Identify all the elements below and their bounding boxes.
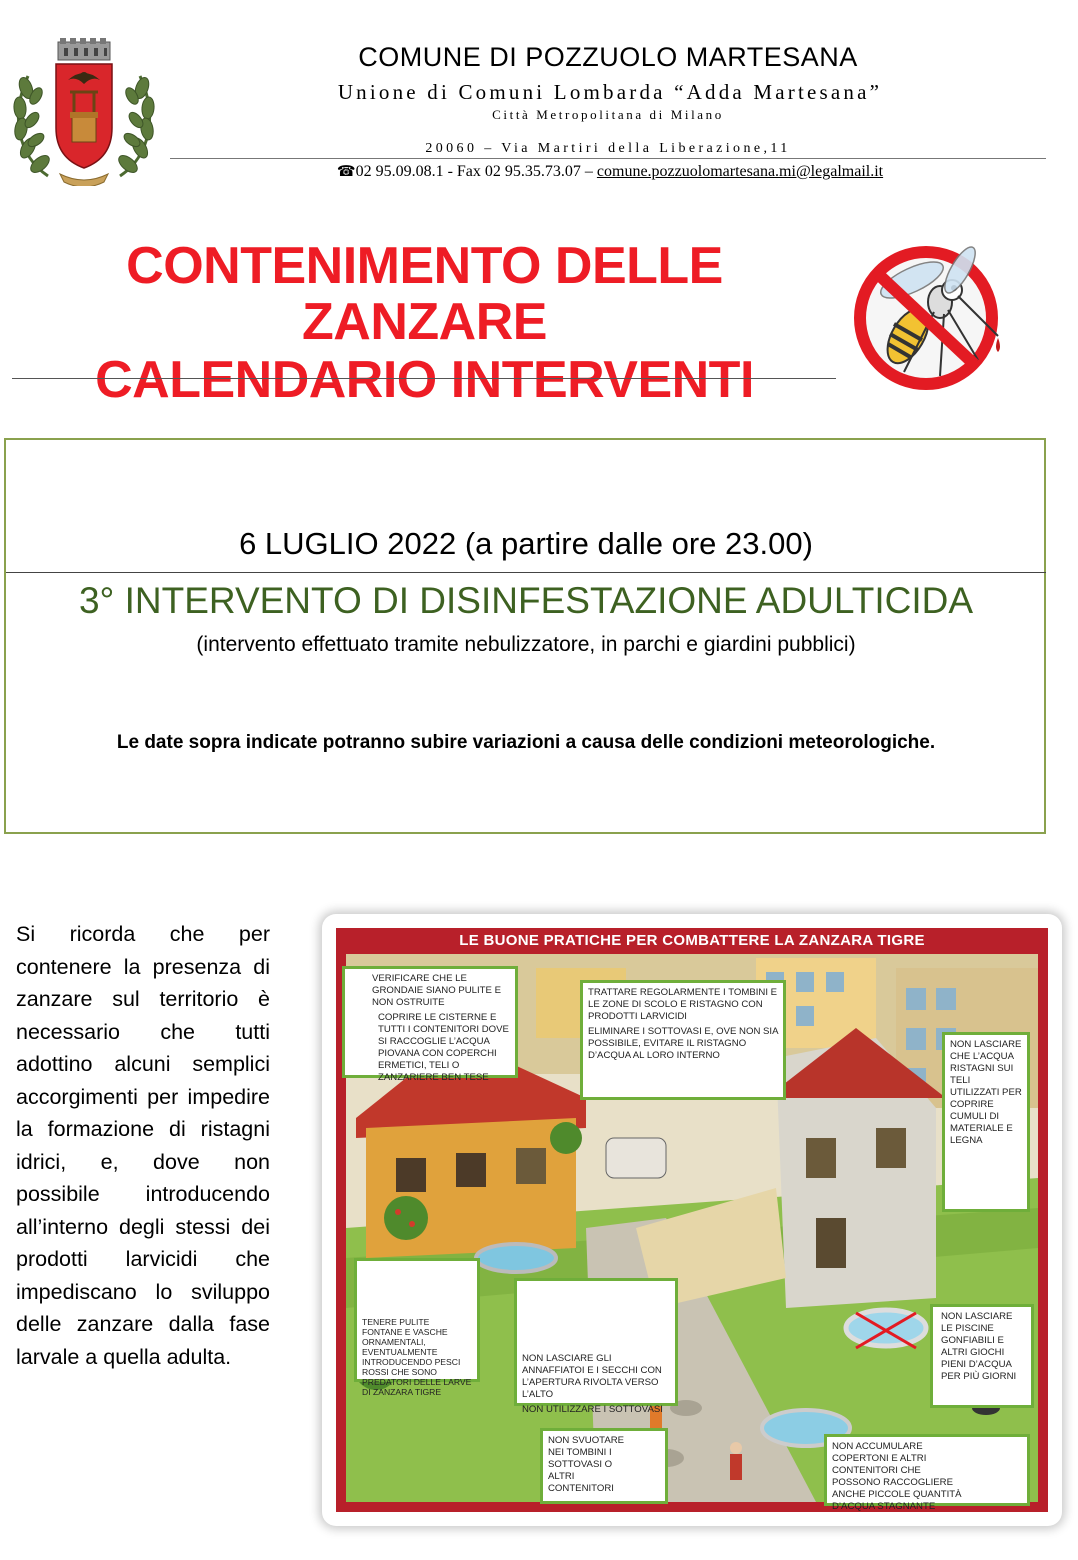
phone-icon: ☎ [336,164,356,180]
phone-fax: 02 95.09.08.1 - Fax 02 95.35.73.07 – [355,163,597,180]
callout-drains-saucers [580,980,786,1100]
intervention-info-box [4,438,1046,834]
title-line-1: CONTENIMENTO DELLE ZANZARE [126,237,723,351]
callout-tyres [824,1434,1030,1512]
callout-pools-text: NON LASCIARE LE PISCINE GONFIABILI E ALTRI GIOCHI PIENI D’ACQUA PER PIÙ GIORNI [941,1311,1017,1382]
municipal-coat-of-arms [8,36,160,186]
no-mosquito-icon [848,240,1013,390]
email-link[interactable]: comune.pozzuolomartesana.mi@legalmail.it [596,163,884,180]
intervention-date: 6 LUGLIO 2022 (a partire dalle ore 23.00) [239,526,813,561]
header-divider [170,158,1046,159]
intervention-method: (intervento effettuato tramite nebulizzatore, in parchi e giardini pubblici) [196,633,856,656]
contact-line [180,162,1040,181]
reminder-paragraph: Si ricorda che per contenere la presenza di zanzare sul territorio è necessario che tutti adottino alcuni semplici accorgimenti per impedire la formazione di ristagni idrici, e, dove non possibile introducendo all’interno degli stessi dei prodotti larvicidi che impediscano lo sviluppo delle zanzare dalla fase larvale a quella adulta. [16,922,270,1369]
callout-no-saucers: NON UTILIZZARE I SOTTOVASI [522,1404,663,1415]
title-line-2: CALENDARIO INTERVENTI [95,351,754,409]
tiger-mosquito-illustration [336,928,1048,1512]
postal-address: 20060 – Via Martiri della Liberazione,11 [425,141,791,156]
intervention-title: 3° INTERVENTO DI DISINFESTAZIONE ADULTICIDA [78,580,974,621]
callout-watering-cans-text: NON LASCIARE GLI ANNAFFIATOI E I SECCHI CON L’APERTURA RIVOLTA VERSO L’ALTO [522,1353,662,1400]
weather-note: Le date sopra indicate potranno subire variazioni a causa delle condizioni meteorologiche. [116,732,936,753]
callout-tarps [942,1032,1030,1212]
callout-drains: TRATTARE REGOLARMENTE I TOMBINI E LE ZONE DI SCOLO E RISTAGNO CON PRODOTTI LARVICIDI [588,987,778,1022]
date-divider [6,572,1046,573]
callout-gutters-tanks [342,966,518,1083]
callout-tyres-text: NON ACCUMULARE COPERTONI E ALTRI CONTENITORI CHE POSSONO RACCOGLIERE ANCHE PICCOLE QUANTITÀ D’ACQUA STAGNANTE [832,1441,962,1512]
illustration-title: LE BUONE PRATICHE PER COMBATTERE LA ZANZARA TIGRE [459,932,925,949]
callout-tanks: COPRIRE LE CISTERNE E TUTTI I CONTENITORI DOVE SI RACCOGLIE L’ACQUA PIOVANA CON COPERCHI ERMETICI, TELI O ZANZARIERE BEN TESE [378,1012,509,1083]
title-divider [12,378,836,379]
municipality-name: COMUNE DI POZZUOLO MARTESANA [358,42,858,72]
callout-fountains [354,1258,480,1397]
callout-saucers: ELIMINARE I SOTTOVASI E, OVE NON SIA POSSIBILE, EVITARE IL RISTAGNO D’ACQUA AL LORO INTERNO [588,1026,778,1061]
callout-watering-cans [514,1278,678,1415]
metropolitan-city: Città Metropolitana di Milano [492,107,724,122]
callout-gutters: VERIFICARE CHE LE GRONDAIE SIANO PULITE E NON OSTRUITE [372,973,502,1008]
callout-fountains-text: TENERE PULITE FONTANE E VASCHE ORNAMENTALI, EVENTUALMENTE INTRODUCENDO PESCI ROSSI CHE SONO PREDATORI DELLE LARVE DI ZANZARA TIGRE [362,1317,472,1397]
callout-pools-box [930,1304,1034,1408]
union-name: Unione di Comuni Lombarda “Adda Martesana” [337,80,883,104]
callout-empty-drains-text: NON SVUOTARE NEI TOMBINI I SOTTOVASI O ALTRI CONTENITORI [548,1435,625,1494]
page-title [12,238,837,408]
callout-tarps-text: NON LASCIARE CHE L’ACQUA RISTAGNI SUI TELI UTILIZZATI PER COPRIRE CUMULI DI MATERIALE E LEGNA [950,1039,1022,1146]
callout-empty-drains [540,1428,668,1504]
